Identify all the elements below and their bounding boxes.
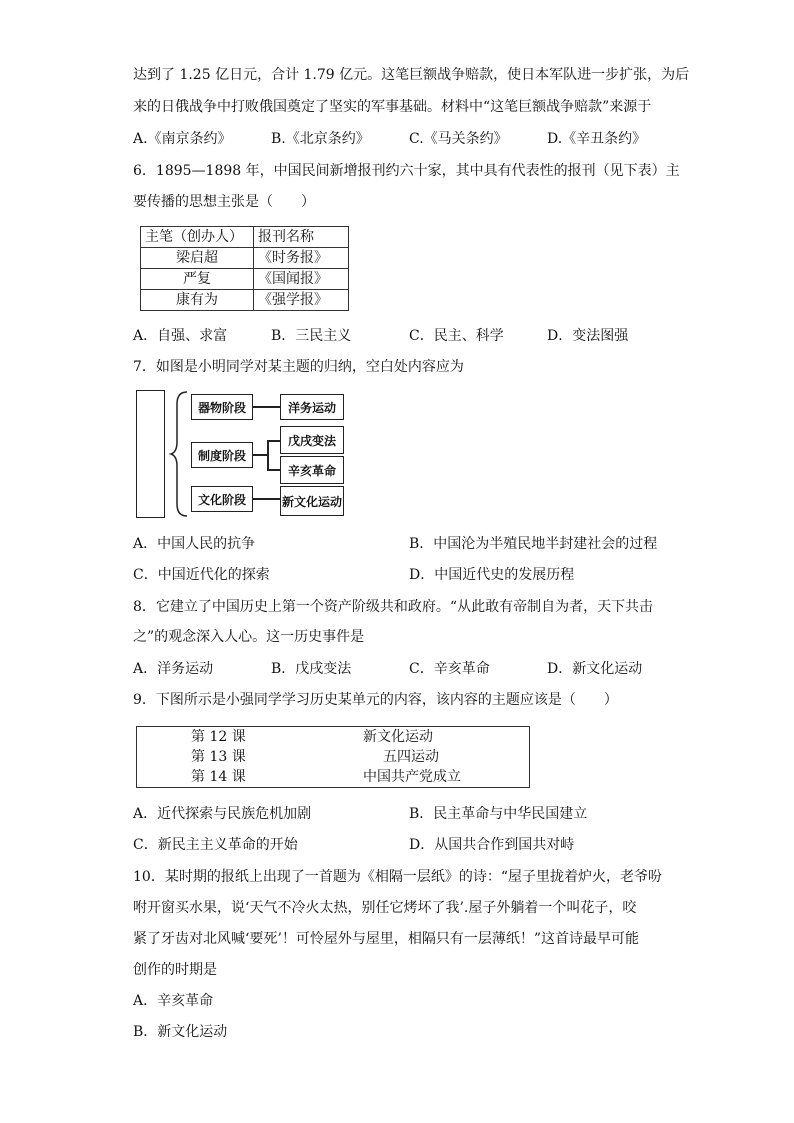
q6-stem-line1: 6．1895—1898 年，中国民间新增报刊约六十家，其中具有代表性的报刊（见下表）主 (133, 163, 680, 179)
connector (252, 498, 280, 500)
q6-options (133, 326, 673, 346)
header-newspaper: 报刊名称 (254, 227, 349, 248)
connector (267, 440, 280, 442)
q10-stem-line4: 创作的时期是 (133, 962, 217, 978)
table-row (137, 767, 529, 787)
brace-icon (169, 390, 191, 518)
stage-box-culture: 文化阶段 (191, 486, 253, 512)
event-box-new-culture: 新文化运动 (280, 486, 344, 516)
connector (252, 454, 268, 456)
q5-text-line1: 达到了 1.25 亿日元，合计 1.79 亿元。这笔巨额战争赔款，使日本军队进一步扩张，为后 (133, 67, 690, 83)
q7-options-row2 (133, 565, 673, 585)
stage-box-objects: 器物阶段 (191, 394, 253, 420)
connector (267, 469, 280, 471)
q6-option-b: B．三民主义 (271, 328, 352, 344)
newspaper-cell: 《时务报》 (254, 248, 349, 269)
q8-stem-line1: 8．它建立了中国历史上第一个资产阶级共和政府。“从此敢有帝制自为者，天下共击 (133, 599, 654, 615)
q5-option-c: C.《马关条约》 (409, 131, 508, 147)
q8-stem-line2: 之”的观念深入人心。这一历史事件是 (133, 629, 365, 645)
q7-stem: 7．如图是小明同学对某主题的归纳，空白处内容应为 (133, 359, 464, 375)
q8-option-a: A．洋务运动 (133, 661, 214, 677)
founder-cell: 梁启超 (141, 248, 254, 269)
event-box-reform: 戊戌变法 (280, 426, 344, 454)
table-row (137, 727, 529, 747)
q9-option-a: A．近代探索与民族危机加剧 (133, 806, 312, 822)
q6-option-d: D．变法图强 (547, 328, 629, 344)
q9-unit-table (136, 726, 530, 788)
q8-option-b: B．戊戌变法 (271, 661, 352, 677)
q8-option-d: D．新文化运动 (547, 661, 643, 677)
lesson-title: 五四运动 (383, 749, 439, 765)
event-box-westernization: 洋务运动 (280, 394, 344, 420)
q6-stem-line2: 要传播的思想主张是（ ） (133, 194, 315, 210)
q7-option-c: C．中国近代化的探索 (133, 567, 270, 583)
event-box-revolution: 辛亥革命 (280, 456, 344, 484)
q9-options-row1 (133, 804, 673, 824)
q10-option-a: A．辛亥革命 (133, 993, 214, 1009)
q7-summary-diagram (133, 388, 363, 520)
q10-stem-line1: 10．某时期的报纸上出现了一首题为《相隔一层纸》的诗：“屋子里拢着炉火，老爷吩 (133, 869, 662, 885)
lesson-number: 第 13 课 (191, 749, 246, 765)
q9-option-d: D．从国共合作到国共对峙 (409, 837, 575, 853)
blank-box (136, 390, 165, 518)
q9-options-row2 (133, 835, 673, 855)
founder-cell: 康有为 (141, 290, 254, 311)
newspaper-cell: 《强学报》 (254, 290, 349, 311)
lesson-number: 第 14 课 (191, 769, 246, 785)
lesson-title: 中国共产党成立 (363, 769, 461, 785)
q6-option-a: A．自强、求富 (133, 328, 228, 344)
q9-option-c: C．新民主主义革命的开始 (133, 837, 298, 853)
q8-option-c: C．辛亥革命 (409, 661, 490, 677)
q7-option-a: A．中国人民的抗争 (133, 536, 256, 552)
lesson-title: 新文化运动 (363, 729, 433, 745)
q7-option-b: B．中国沦为半殖民地半封建社会的过程 (409, 536, 658, 552)
q6-newspaper-table (140, 226, 349, 311)
q7-option-d: D．中国近代史的发展历程 (409, 567, 575, 583)
q10-option-b: B．新文化运动 (133, 1024, 228, 1040)
header-founder: 主笔（创办人） (141, 227, 254, 248)
q6-option-c: C．民主、科学 (409, 328, 504, 344)
table-row (141, 269, 349, 290)
table-row (141, 248, 349, 269)
founder-cell: 严复 (141, 269, 254, 290)
q5-options (133, 129, 673, 149)
newspaper-cell: 《国闻报》 (254, 269, 349, 290)
q10-stem-line2: 咐开窗买水果，说‘天气不冷火太热，别任它烤坏了我’.屋子外躺着一个叫花子，咬 (133, 900, 637, 916)
connector (252, 406, 280, 408)
q5-option-d: D.《辛丑条约》 (547, 131, 647, 147)
q10-stem-line3: 紧了牙齿对北风喊‘要死’！可怜屋外与屋里，相隔只有一层薄纸！”这首诗最早可能 (133, 931, 640, 947)
stage-box-institutions: 制度阶段 (191, 442, 253, 468)
lesson-number: 第 12 课 (191, 729, 246, 745)
table-row (141, 290, 349, 311)
q5-option-b: B.《北京条约》 (271, 131, 370, 147)
q5-text-line2: 来的日俄战争中打败俄国奠定了坚实的军事基础。材料中“这笔巨额战争赔款”来源于 (133, 99, 652, 115)
q8-options (133, 659, 673, 679)
q7-options-row1 (133, 534, 673, 554)
connector (267, 440, 269, 470)
q9-stem: 9．下图所示是小强同学学习历史某单元的内容，该内容的主题应该是（ ） (133, 692, 618, 708)
q9-option-b: B．民主革命与中华民国建立 (409, 806, 588, 822)
table-header-row (141, 227, 349, 248)
table-row (137, 747, 529, 767)
q5-option-a: A.《南京条约》 (133, 131, 232, 147)
